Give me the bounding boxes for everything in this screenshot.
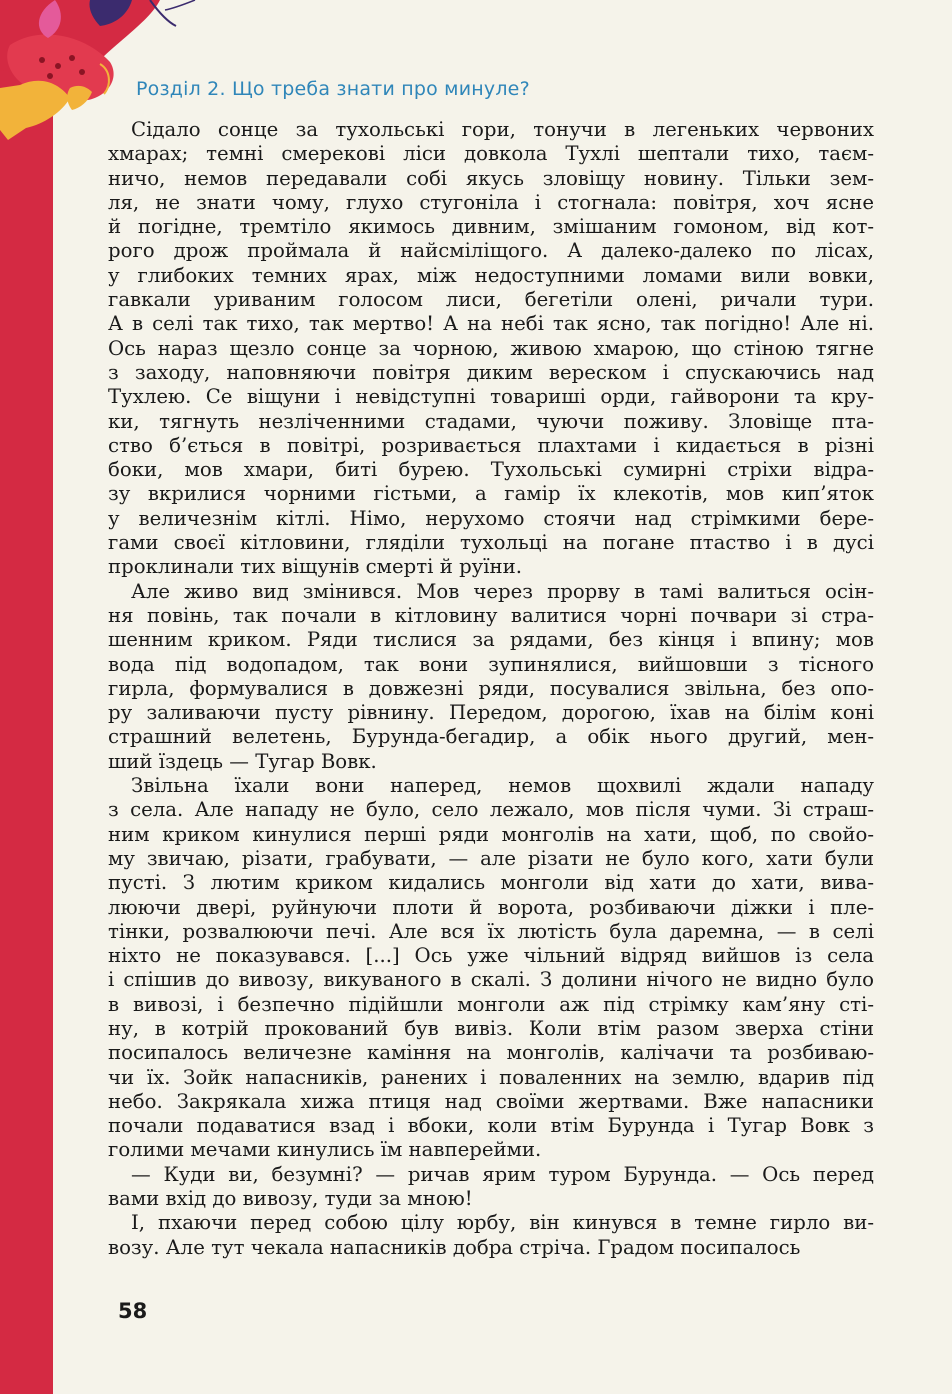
- text-line: возу. Але тут чекала напасників добра стріча. Градом посипалось: [108, 1235, 801, 1259]
- text-line: І, пхаючи перед собою цілу юрбу, він кинувся в темне гирло ви-: [131, 1211, 874, 1235]
- text-line: ля, не знати чому, глухо стугоніла і стогнала: повітря, хоч ясне: [108, 190, 874, 214]
- text-line: ру заливаючи пусту рівнину. Передом, дорогою, їхав на білім коні: [108, 701, 874, 725]
- text-line: голими мечами кинулись їм навперейми.: [108, 1138, 542, 1162]
- text-line: й погідне, тремтіло якимось дивним, змішаним гомоном, від кот-: [108, 215, 874, 239]
- text-line: ня повінь, так почали в кітловину валитися чорні почвари зі стра-: [108, 603, 874, 627]
- text-line: рого дрож проймала й найсміліщого. А далеко-далеко по лісах,: [108, 239, 874, 263]
- text-line: ки, тягнуть незліченними стадами, чуючи поживу. Зловіще пта-: [108, 409, 874, 433]
- text-line: пусті. З лютим криком кидались монголи від хати до хати, вива-: [108, 871, 874, 895]
- text-line: почали подаватися взад і вбоки, коли втім Бурунда і Тугар Вовк з: [108, 1114, 874, 1138]
- text-line: — Куди ви, безумні? — ричав ярим туром Бурунда. — Ось перед: [131, 1162, 874, 1186]
- text-line: і спішив до вивозу, викуваного в скалі. З долини нічого не видно було: [108, 968, 874, 992]
- text-line: боки, мов хмари, биті бурею. Тухольські сумирні стріхи відра-: [108, 458, 874, 482]
- text-line: Сідало сонце за тухольські гори, тонучи в легеньких червоних: [131, 118, 874, 141]
- text-line: тінки, розвалюючи печі. Але вся їх лютість була даремна, — в селі: [108, 919, 874, 943]
- text-line: люючи двері, руйнуючи плоти й ворота, розбиваючи діжки і пле-: [108, 895, 874, 919]
- section-title: Розділ 2. Що треба знати про минуле?: [136, 78, 530, 100]
- paragraph: [108, 774, 874, 1163]
- text-line: вами вхід до вивозу, туди за мною!: [108, 1187, 473, 1211]
- paragraph: [108, 1163, 874, 1212]
- text-line: посипалось величезне каміння на монголів, калічачи та розбиваю-: [108, 1041, 874, 1065]
- text-line: з села. Але нападу не було, село лежало, мов після чуми. Зі страш-: [108, 798, 874, 822]
- text-line: му звичаю, різати, грабувати, — але різати не було кого, хати були: [108, 846, 874, 870]
- text-line: страшний велетень, Бурунда-бегадир, а обік нього другий, мен-: [108, 725, 874, 749]
- paragraph: [108, 118, 874, 580]
- text-line: у величезнім кітлі. Німо, нерухомо стоячи над стрімкими бере-: [108, 506, 874, 530]
- text-line: в вивозі, і безпечно підійшли монголи аж під стрімку кам’яну сті-: [108, 992, 874, 1016]
- text-line: Звільна їхали вони наперед, немов щохвилі ждали нападу: [131, 774, 874, 798]
- text-line: гавкали уриваним голосом лиси, бегетіли олені, ричали тури.: [108, 288, 874, 312]
- text-line: Але живо вид змінився. Мов через прорву в тамі валиться осін-: [131, 579, 874, 603]
- text-line: Ось нараз щезло сонце за чорною, живою хмарою, що стіною тягне: [108, 336, 874, 360]
- text-line: ну, в котрій прокований був вивіз. Коли втім разом зверха стіни: [108, 1016, 874, 1040]
- text-line: гирла, формувалися в довжезні ряди, посувалися звільна, без опо-: [108, 676, 874, 700]
- paragraph: [108, 1211, 874, 1260]
- text-line: А в селі так тихо, так мертво! А на небі так ясно, так погідно! Але ні.: [108, 312, 874, 336]
- body-text: [108, 118, 874, 1260]
- text-line: небо. Закрякала хижа птиця над своїми жертвами. Вже напасники: [108, 1089, 874, 1113]
- text-line: гами своєї кітловини, гляділи тухольці на погане птаство і в дусі: [108, 531, 874, 555]
- text-line: ним криком кинулися перші ряди монголів на хати, щоб, по свойо-: [108, 822, 874, 846]
- text-line: ніхто не показувався. [...] Ось уже чільний відряд вийшов із села: [108, 944, 874, 968]
- text-line: чи їх. Зойк напасників, ранених і поваленних на землю, вдарив під: [108, 1065, 874, 1089]
- text-line: Тухлею. Се віщуни і невідступні товариші орди, гайворони та кру-: [108, 385, 874, 409]
- text-line: ство б’ється в повітрі, розривається плахтами і кидається в різні: [108, 433, 874, 457]
- text-line: проклинали тих віщунів смерті й руїни.: [108, 555, 523, 579]
- text-line: вода під водопадом, так вони зупинялися, вийшовши з тісного: [108, 652, 874, 676]
- text-line: зу вкрилися чорними гістьми, а гамір їх клекотів, мов кип’яток: [108, 482, 874, 506]
- page-number: 58: [118, 1299, 148, 1323]
- text-line: у глибоких темних ярах, між недоступними ломами вили вовки,: [108, 263, 874, 287]
- text-line: шенним криком. Ряди тислися за рядами, без кінця і впину; мов: [108, 628, 874, 652]
- left-color-bar: [0, 0, 53, 1394]
- text-line: ничо, немов передавали собі якусь зловіщу новину. Тільки зем-: [108, 166, 874, 190]
- text-line: з заходу, наповняючи повітря диким вереском і спускаючись над: [108, 360, 874, 384]
- text-line: ший їздець — Тугар Вовк.: [108, 749, 377, 773]
- paragraph: [108, 580, 874, 774]
- text-line: хмарах; темні смерекові ліси довкола Тухлі шептали тихо, таєм-: [108, 142, 874, 166]
